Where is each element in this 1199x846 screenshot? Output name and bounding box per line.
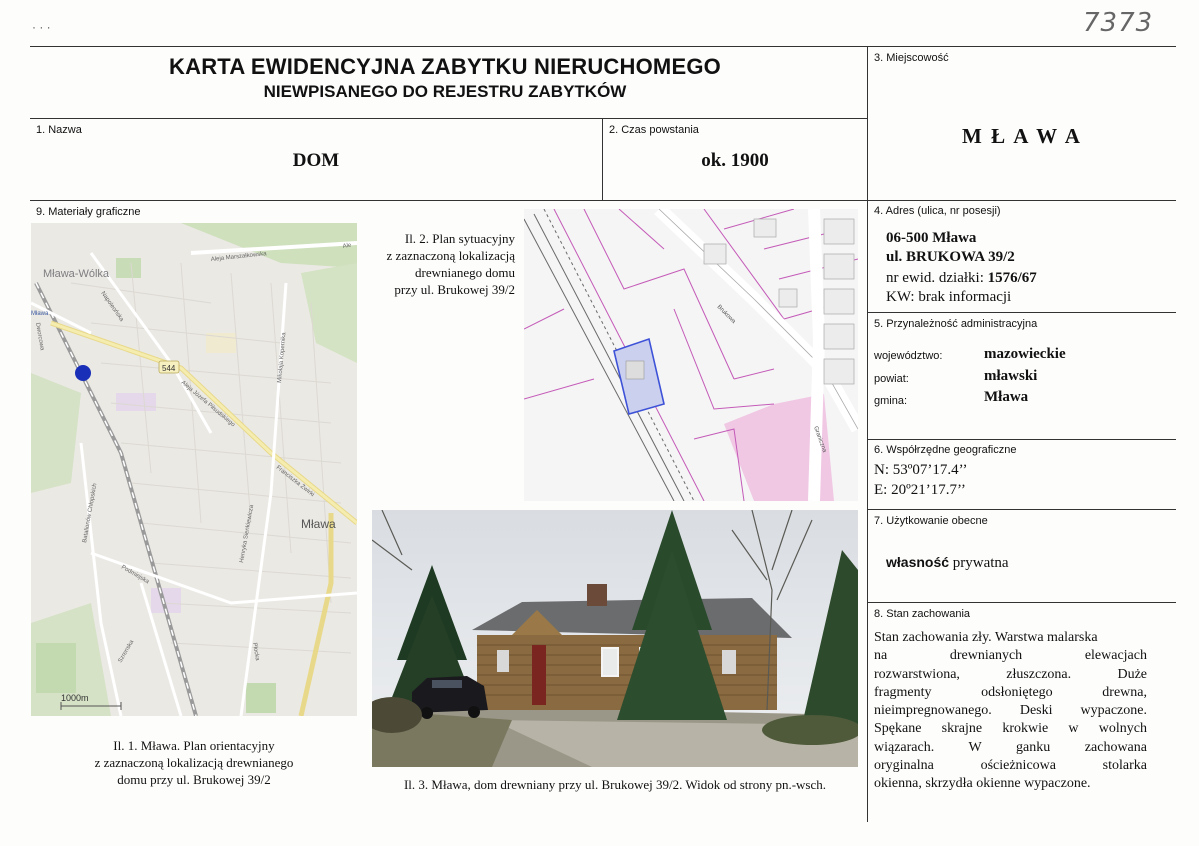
plot-value: 1576/67 xyxy=(987,270,1037,286)
field1-value: DOM xyxy=(292,150,340,171)
rule-name-bottom xyxy=(30,200,1176,201)
map-label-napoleonska: Napoleońska xyxy=(99,290,125,323)
il2-caption-line: z zaznaczoną lokalizacją xyxy=(386,248,515,263)
top-marks: · · · xyxy=(32,20,51,34)
il1-caption-line: domu przy ul. Brukowej 39/2 xyxy=(117,772,271,787)
field6-label: 6. Współrzędne geograficzne xyxy=(874,444,1017,456)
county-value: mławski xyxy=(984,368,1038,384)
condition-line: na drewnianych elewacjach xyxy=(874,648,1147,664)
rule-7 xyxy=(867,602,1176,603)
archive-number: 7373 xyxy=(1083,8,1154,38)
map-label-scale: 1000m xyxy=(61,693,89,703)
house-photo xyxy=(372,510,858,767)
condition-line: fragmenty odsłoniętego drewna, xyxy=(874,684,1147,700)
field7-label: 7. Użytkowanie obecne xyxy=(874,515,988,527)
map-label-chlopskich: Batalionów Chłopskich xyxy=(82,482,99,544)
address-line1: 06-500 Mława xyxy=(886,230,977,246)
card-title: KARTA EWIDENCYJNA ZABYTKU NIERUCHOMEGO xyxy=(169,54,721,79)
field4-label: 4. Adres (ulica, nr posesji) xyxy=(874,205,1001,217)
county-key: powiat: xyxy=(874,373,909,385)
rule-vertical-right xyxy=(867,46,868,822)
plan-label-graniczna: Graniczna xyxy=(812,425,828,454)
rule-4 xyxy=(867,312,1176,313)
condition-line: Stan zachowania zły. Warstwa malarska xyxy=(874,630,1098,645)
photo-graphic xyxy=(372,510,858,767)
rule-header-bottom xyxy=(30,118,868,119)
plan-label-brukowa: Brukowa xyxy=(715,304,737,325)
map-label-zwirki: Franciszka Żwirki xyxy=(274,464,315,499)
condition-text xyxy=(874,629,1147,794)
condition-line: oryginalna ościeżnicowa stolarka xyxy=(874,758,1147,774)
il2-caption-line: przy ul. Brukowej 39/2 xyxy=(394,282,515,297)
map-label-sienkiewicza: Henryka Sienkiewicza xyxy=(239,504,256,564)
map-label-szrenska: Szrenska xyxy=(117,639,136,664)
card-subtitle: NIEWPISANEGO DO REJESTRU ZABYTKÓW xyxy=(263,82,627,101)
map-label-marszalkowska: Aleja Marszałkowska xyxy=(210,251,267,263)
rule-6 xyxy=(867,509,1176,510)
field2-value: ok. 1900 xyxy=(701,150,769,171)
field5-label: 5. Przynależność administracyjna xyxy=(874,318,1038,330)
map-label-dworcowa: Dworcowa xyxy=(34,322,45,351)
coord-e: E: 20º21’17.7’’ xyxy=(874,482,966,498)
commune-value: Mława xyxy=(984,389,1029,405)
il1-caption-line: Il. 1. Mława. Plan orientacyjny xyxy=(113,738,275,753)
condition-line: rozwarstwiona, złuszczona. Duże xyxy=(874,666,1147,682)
field1-label: 1. Nazwa xyxy=(36,124,82,136)
il2-caption-line: drewnianego domu xyxy=(414,265,515,280)
map-label-mlawa-wolka: Mława-Wólka xyxy=(43,268,110,280)
rule-top xyxy=(30,46,1176,47)
voivodeship-key: województwo: xyxy=(874,350,943,362)
voivodeship-value: mazowieckie xyxy=(984,346,1066,362)
field8-label: 8. Stan zachowania xyxy=(874,608,971,620)
map-graphic xyxy=(31,223,357,716)
condition-line: Spękane skrajne krokwie w wolnych xyxy=(874,721,1147,737)
map-label-544: 544 xyxy=(162,364,176,373)
address-line2: ul. BRUKOWA 39/2 xyxy=(886,249,1015,265)
il1-caption xyxy=(62,737,326,788)
condition-line: nieimpregnowanego. Deski wypaczone. xyxy=(874,703,1147,719)
plot-label: nr ewid. działki: xyxy=(886,270,984,286)
current-use-type: prywatna xyxy=(949,555,1009,571)
field2-label: 2. Czas powstania xyxy=(609,124,699,136)
map-label-mlawa-left: Mława xyxy=(31,311,49,317)
map-label-ale: Ale xyxy=(342,242,352,250)
field3-label: 3. Miejscowość xyxy=(874,52,949,64)
il2-caption-line: Il. 2. Plan sytuacyjny xyxy=(404,231,515,246)
map-label-mlawa: Mława xyxy=(301,517,336,531)
plan-graphic xyxy=(524,209,858,501)
commune-key: gmina: xyxy=(874,395,908,407)
rule-5 xyxy=(867,439,1176,440)
il3-caption: Il. 3. Mława, dom drewniany przy ul. Brukowej 39/2. Widok od strony pn.-wsch. xyxy=(403,777,827,792)
current-use-owner: własność xyxy=(886,554,950,570)
map-label-podmiejska: Podmiejska xyxy=(120,564,150,586)
map-label-kopernika: Mikołaja Kopernika xyxy=(277,332,288,384)
situation-plan xyxy=(524,209,858,501)
il1-caption-line: z zaznaczoną lokalizacją drewnianego xyxy=(94,755,294,770)
map-label-plocka: Płocka xyxy=(251,642,261,662)
current-use xyxy=(886,553,1009,572)
address-line4: KW: brak informacji xyxy=(886,289,1012,305)
coord-n: N: 53º07’17.4’’ xyxy=(874,462,968,478)
field3-value: M Ł A W A xyxy=(962,124,1082,148)
orientation-map xyxy=(31,223,357,716)
condition-line: wiązarach. W ganku zachowana xyxy=(874,739,1147,755)
map-label-pilsudskiego: Aleja Józefa Piłsudskiego xyxy=(179,379,236,429)
condition-line: okienna, skrzydła okienne wypaczone. xyxy=(874,776,1091,792)
field9-label: 9. Materiały graficzne xyxy=(36,206,141,218)
address-line3 xyxy=(886,269,1037,287)
il2-caption xyxy=(360,230,515,298)
